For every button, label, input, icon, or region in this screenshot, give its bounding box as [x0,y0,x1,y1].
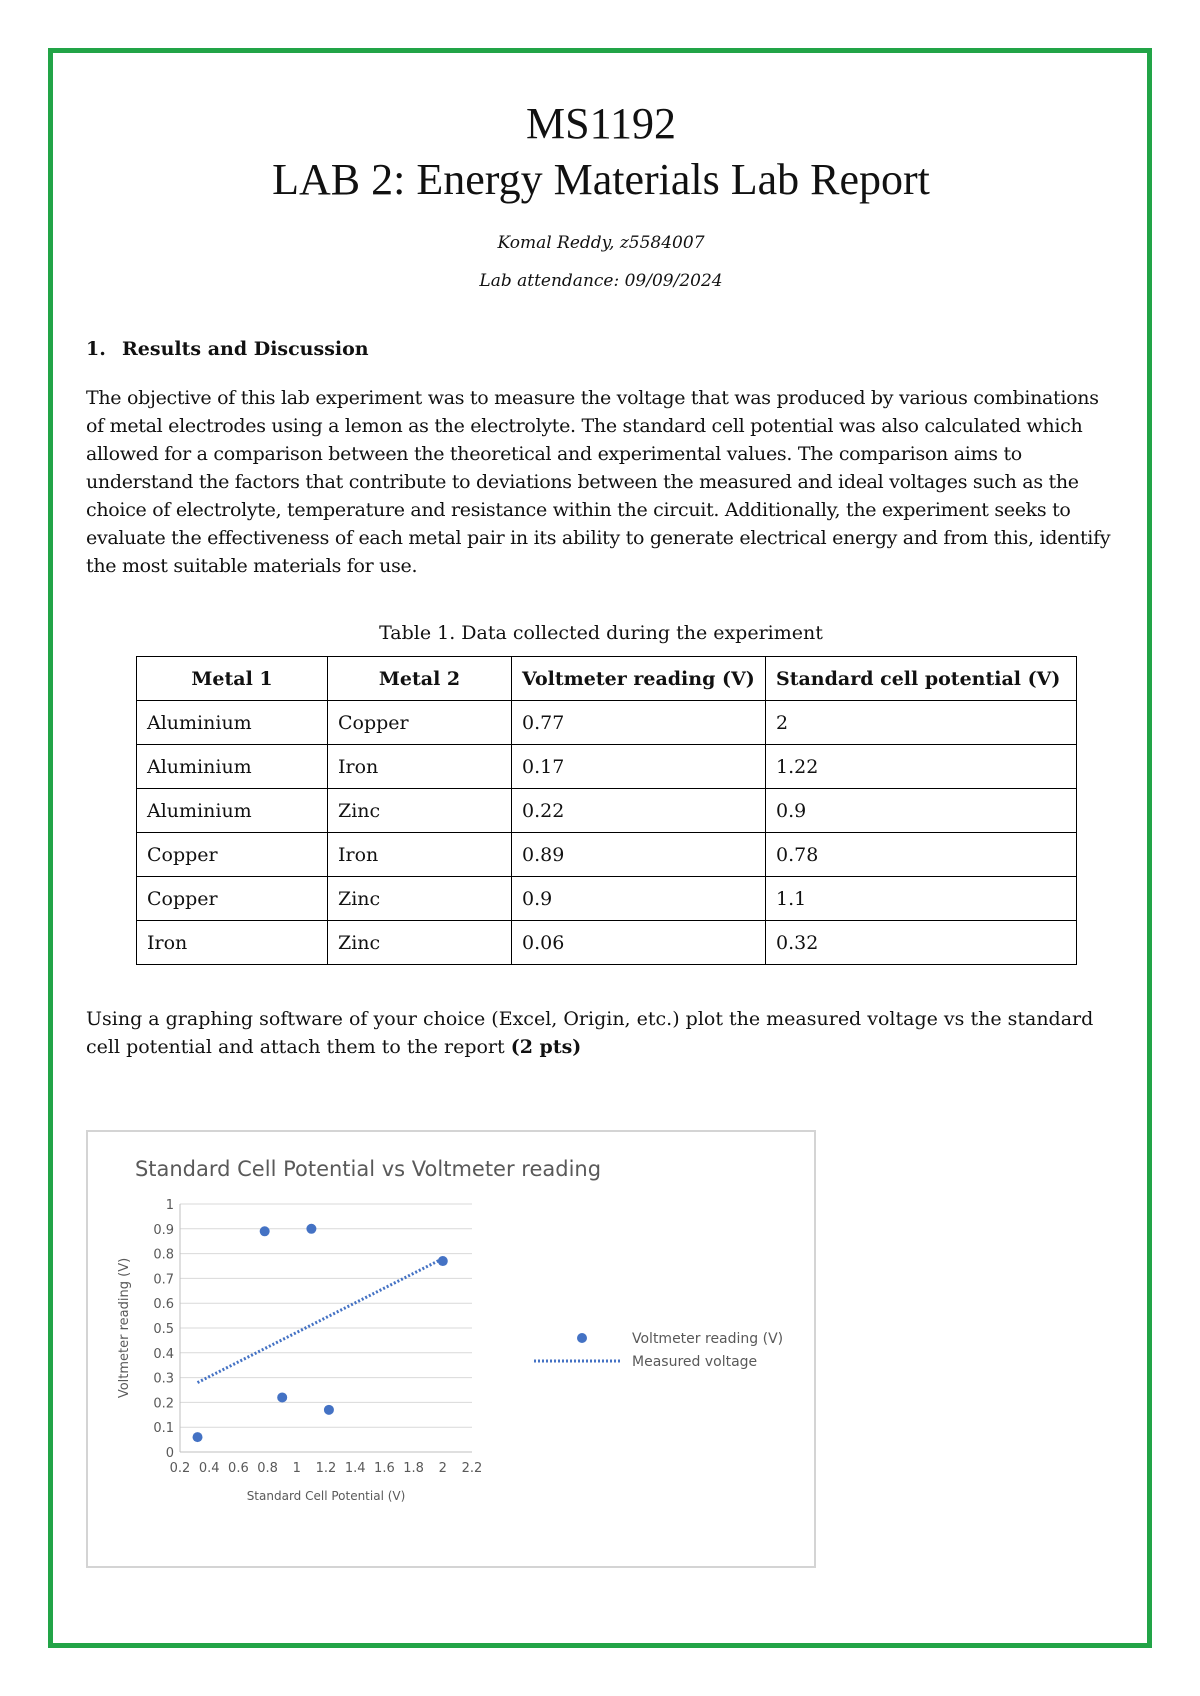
author-line: Komal Reddy, z5584007 [497,233,705,253]
y-tick-label: 0 [165,1446,174,1461]
table-header-row [137,657,1077,701]
cell-metal-2: Copper [328,701,512,745]
data-point [193,1432,203,1442]
cell-voltmeter: 0.77 [512,701,766,745]
cell-standard-potential: 1.1 [766,877,1077,921]
data-point [277,1392,287,1402]
y-tick-label: 0.6 [153,1297,174,1313]
cell-metal-1: Copper [137,833,328,877]
x-tick-label: 0.8 [257,1461,278,1476]
x-tick-label: 0.2 [169,1461,191,1476]
table-row [137,921,1077,965]
attendance-line: Lab attendance: 09/09/2024 [479,271,723,291]
cell-metal-1: Aluminium [137,745,328,789]
x-tick-label: 0.4 [198,1461,220,1476]
plot-instruction [86,1005,1116,1061]
table-row [137,701,1077,745]
cell-voltmeter: 0.89 [512,833,766,877]
y-tick-label: 0.4 [153,1346,174,1362]
y-axis-title: Voltmeter reading (V) [117,1257,132,1399]
x-tick-label: 2.2 [461,1461,483,1476]
table-row [137,789,1077,833]
cell-metal-1: Aluminium [137,701,328,745]
cell-standard-potential: 0.32 [766,921,1077,965]
section-number: 1. [86,338,106,360]
table-row [137,877,1077,921]
cell-metal-1: Aluminium [137,789,328,833]
x-tick-label: 1.8 [403,1461,424,1476]
data-point [438,1256,448,1266]
y-tick-label: 0.7 [153,1272,174,1288]
table-caption: Table 1. Data collected during the experiment [379,622,823,644]
data-point [306,1224,316,1234]
document-body [86,96,1116,1061]
cell-metal-2: Iron [328,833,512,877]
data-point [260,1226,270,1236]
trendline [198,1259,443,1383]
cell-metal-2: Iron [328,745,512,789]
x-tick-label: 1 [292,1461,301,1476]
x-tick-label: 1.4 [344,1461,366,1476]
table-row [137,833,1077,877]
section-heading [86,334,1116,364]
header-metal-2: Metal 2 [328,657,512,701]
cell-metal-1: Copper [137,877,328,921]
course-code: MS1192 [526,99,676,148]
x-tick-label: 1.6 [374,1461,395,1476]
x-tick-label: 0.6 [228,1461,249,1476]
cell-standard-potential: 1.22 [766,745,1077,789]
legend-marker-voltmeter [577,1333,587,1343]
chart-frame [86,1130,816,1568]
legend-label-voltmeter: Voltmeter reading (V) [632,1331,784,1347]
instruction-points: (2 pts) [510,1036,582,1058]
section-title: Results and Discussion [122,338,369,360]
y-tick-label: 0.3 [153,1371,174,1387]
cell-metal-2: Zinc [328,921,512,965]
legend-label-trendline: Measured voltage [632,1354,758,1370]
header-metal-1: Metal 1 [137,657,328,701]
cell-metal-2: Zinc [328,877,512,921]
scatter-chart [88,1132,814,1566]
x-tick-label: 1.2 [315,1461,337,1476]
y-tick-label: 0.8 [153,1247,174,1263]
cell-standard-potential: 0.9 [766,789,1077,833]
y-tick-label: 0.2 [153,1396,174,1412]
objective-paragraph: The objective of this lab experiment was to measure the voltage that was produced by various combinations of metal electrodes using a lemon as the electrolyte. The standard cell potential was also calculated which allowed for a comparison between the theoretical and experimental values. The comparison aims to understand the factors that contribute to deviations between the measured and ideal voltages such as the choice of electrolyte, temperature and resistance within the circuit. Additionally, the experiment seeks to evaluate the effectiveness of each metal pair in its ability to generate electrical energy and from this, identify the most suitable materials for use. [86,387,1111,577]
cell-standard-potential: 2 [766,701,1077,745]
x-tick-label: 2 [438,1461,447,1476]
data-point [324,1405,334,1415]
cell-standard-potential: 0.78 [766,833,1077,877]
cell-metal-1: Iron [137,921,328,965]
header-standard-cell-potential: Standard cell potential (V) [766,657,1077,701]
data-table [136,656,1077,965]
cell-voltmeter: 0.22 [512,789,766,833]
y-tick-label: 0.1 [153,1421,174,1437]
cell-voltmeter: 0.17 [512,745,766,789]
y-tick-label: 0.9 [153,1222,174,1238]
chart-title: Standard Cell Potential vs Voltmeter reading [134,1157,602,1181]
y-tick-label: 0.5 [153,1322,174,1337]
cell-metal-2: Zinc [328,789,512,833]
table-row [137,745,1077,789]
x-axis-title: Standard Cell Potential (V) [246,1489,406,1503]
report-title: LAB 2: Energy Materials Lab Report [272,155,930,204]
y-tick-label: 1 [165,1198,174,1213]
cell-voltmeter: 0.06 [512,921,766,965]
header-voltmeter-reading: Voltmeter reading (V) [512,657,766,701]
cell-voltmeter: 0.9 [512,877,766,921]
instruction-text: Using a graphing software of your choice (Excel, Origin, etc.) plot the measured voltage vs the standard cell potential and attach them to the report [86,1008,1094,1058]
